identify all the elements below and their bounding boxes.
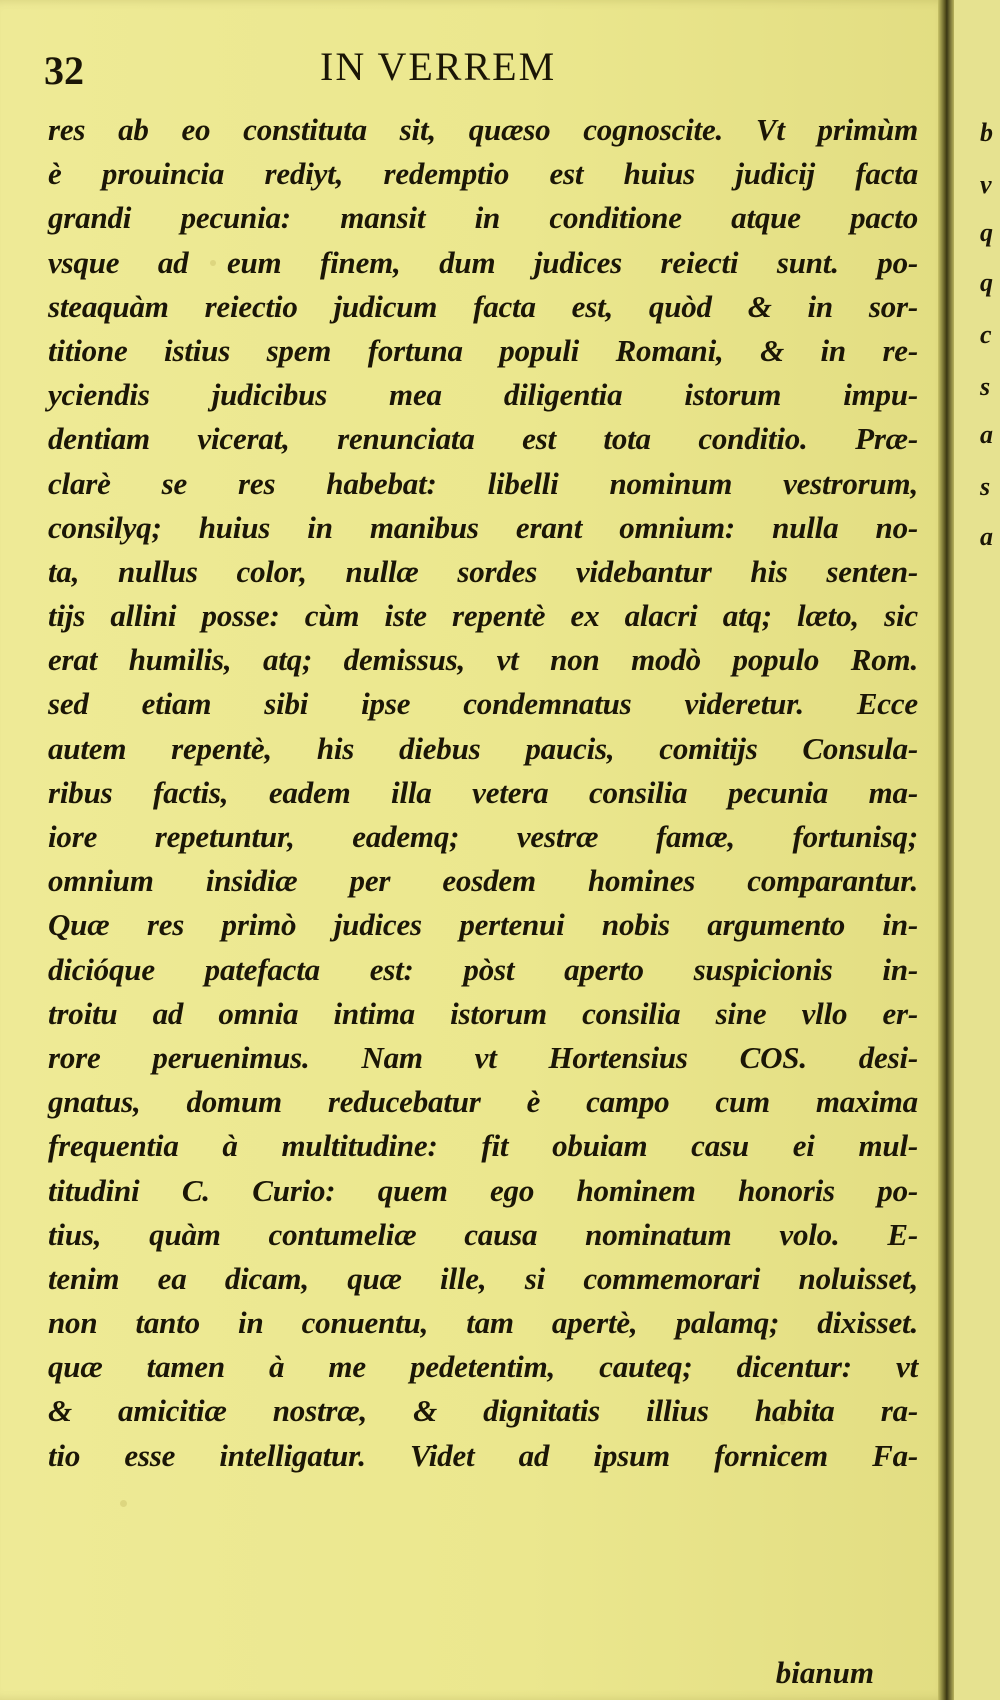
text-line: dentiam vicerat, renunciata est tota conditio. Præ- — [48, 421, 918, 457]
text-line: consilyq; huius in manibus erant omnium: nulla no- — [48, 509, 918, 545]
page-number: 32 — [44, 48, 84, 93]
facing-page-fragment: c — [980, 320, 992, 349]
text-line: autem repentè, his diebus paucis, comitijs Consula- — [48, 730, 918, 766]
text-line: ta, nullus color, nullæ sordes videbantur his senten- — [48, 553, 918, 589]
text-line: titudini C. Curio: quem ego hominem honoris po- — [48, 1172, 918, 1208]
text-line: dicióque patefacta est: pòst aperto suspicionis in- — [48, 951, 918, 987]
facing-page-fragment: s — [980, 372, 991, 401]
facing-page-edge — [954, 0, 1000, 1700]
text-line: sed etiam sibi ipse condemnatus videretur. Ecce — [48, 686, 918, 722]
book-gutter — [938, 0, 954, 1700]
text-line: tenim ea dicam, quæ ille, si commemorari noluisset, — [48, 1260, 918, 1296]
text-line: steaquàm reiectio judicum facta est, quòd & in sor- — [48, 288, 918, 324]
text-line: gnatus, domum reducebatur è campo cum maxima — [48, 1084, 918, 1120]
text-line: tio esse intelligatur. Videt ad ipsum fornicem Fa- — [48, 1437, 918, 1473]
facing-page-fragment: s — [980, 472, 991, 501]
text-line: & amicitiæ nostræ, & dignitatis illius habita ra- — [48, 1393, 918, 1429]
text-line: vsque ad eum finem, dum judices reiecti sunt. po- — [48, 244, 918, 280]
body-text — [48, 108, 918, 1478]
text-line: frequentia à multitudine: fit obuiam casu ei mul- — [48, 1128, 918, 1164]
text-line: quæ tamen à me pedetentim, cauteq; dicentur: vt — [48, 1349, 918, 1385]
facing-page-fragment: a — [980, 522, 993, 551]
running-head: IN VERREM — [320, 44, 557, 89]
text-line: res ab eo constituta sit, quæso cognoscite. Vt primùm — [48, 112, 918, 147]
text-line: erat humilis, atq; demissus, vt non modò populo Rom. — [48, 642, 918, 678]
text-line: tius, quàm contumeliæ causa nominatum volo. E- — [48, 1216, 918, 1252]
text-line: Quæ res primò judices pertenui nobis argumento in- — [48, 907, 918, 943]
facing-page-fragment: q — [980, 218, 993, 247]
text-line: clarè se res habebat: libelli nominum vestrorum, — [48, 465, 918, 501]
facing-page-fragment: q — [980, 268, 993, 297]
text-line: tijs allini posse: cùm iste repentè ex alacri atq; læto, sic — [48, 598, 918, 634]
text-line: troitu ad omnia intima istorum consilia sine vllo er- — [48, 995, 918, 1031]
text-line: rore peruenimus. Nam vt Hortensius COS. desi- — [48, 1039, 918, 1075]
text-line: ribus factis, eadem illa vetera consilia pecunia ma- — [48, 774, 918, 810]
facing-page-fragment: a — [980, 420, 993, 449]
text-line: grandi pecunia: mansit in conditione atque pacto — [48, 200, 918, 236]
facing-page-fragment: b — [980, 118, 993, 147]
text-line: omnium insidiæ per eosdem homines comparantur. — [48, 863, 918, 899]
text-line: è prouincia rediyt, redemptio est huius judicij facta — [48, 156, 918, 192]
text-line: non tanto in conuentu, tam apertè, palamq; dixisset. — [48, 1305, 918, 1341]
catchword: bianum — [775, 1655, 874, 1690]
text-line: titione istius spem fortuna populi Romani, & in re- — [48, 332, 918, 368]
text-line: yciendis judicibus mea diligentia istorum impu- — [48, 377, 918, 413]
text-line: iore repetuntur, eademq; vestræ famæ, fortunisq; — [48, 819, 918, 854]
facing-page-fragment: v — [980, 170, 992, 199]
